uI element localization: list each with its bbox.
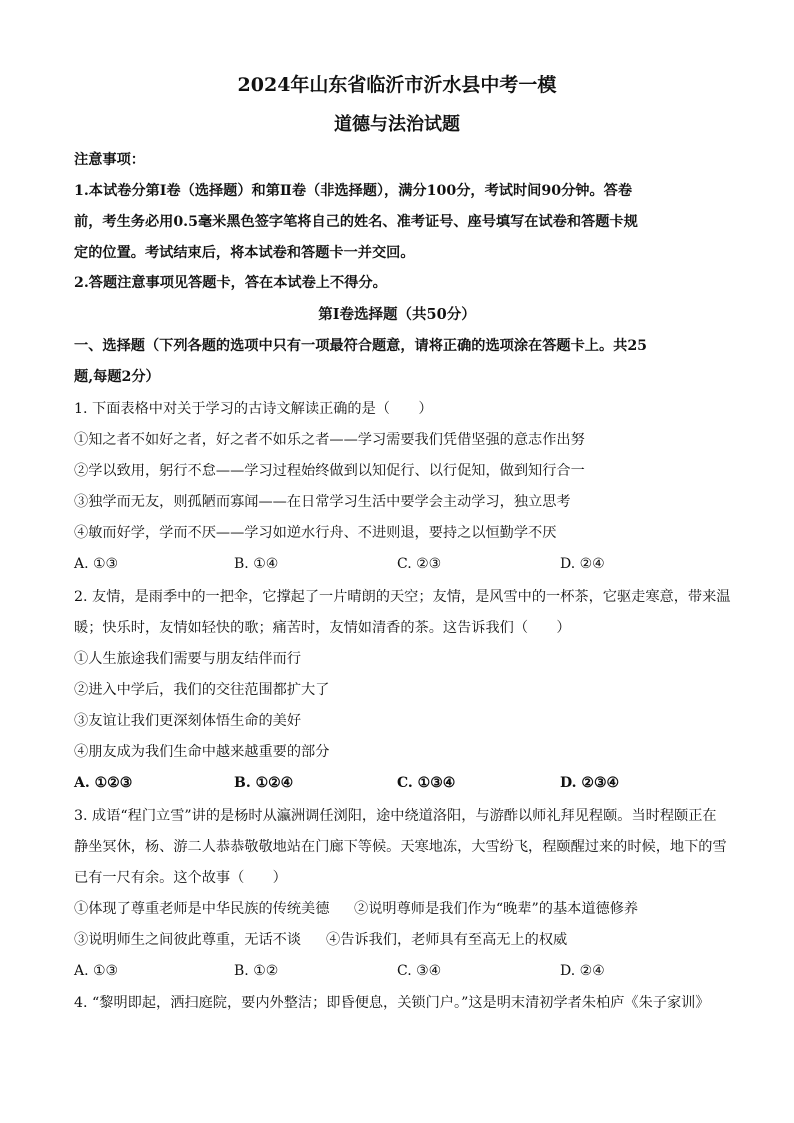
question-1-option-a[interactable]: A. ①③ xyxy=(74,556,119,572)
notice-heading: 注意事项： xyxy=(74,152,145,168)
question-2-statement-4: ④朋友成为我们生命中越来越重要的部分 xyxy=(74,744,330,760)
question-1-option-b[interactable]: B. ①④ xyxy=(234,556,279,572)
question-3-option-c[interactable]: C. ③④ xyxy=(397,963,442,979)
question-3-statements-row-1 xyxy=(74,899,724,919)
notice-item-1-line-2: 前，考生务必用0.5毫米黑色签字笔将自己的姓名、准考证号、座号填写在试卷和答题卡规 xyxy=(74,214,638,230)
question-2-stem-line-1: 2. 友情，是雨季中的一把伞，它撑起了一片晴朗的天空；友情，是风雪中的一杯茶，它驱走寒意，带来温 xyxy=(74,589,731,605)
question-1-statement-3: ③独学而无友，则孤陋而寡闻——在日常学习生活中要学会主动学习，独立思考 xyxy=(74,494,571,510)
question-2-option-a[interactable]: A. ①②③ xyxy=(74,775,133,791)
question-4-stem-line-1: 4. “黎明即起，洒扫庭院，要内外整洁；即昏便息，关锁门户。”这是明末清初学者朱柏庐《朱子家训》 xyxy=(74,995,710,1011)
notice-item-1-line-3: 定的位置。考试结束后，将本试卷和答题卡一并交回。 xyxy=(74,245,415,261)
question-3-options xyxy=(74,961,724,981)
question-2-statement-3: ③友谊让我们更深刻体悟生命的美好 xyxy=(74,713,302,729)
question-1-stem: 1. 下面表格中对关于学习的古诗文解读正确的是（ ） xyxy=(74,401,433,417)
notice-item-2: 2.答题注意事项见答题卡，答在本试卷上不得分。 xyxy=(74,275,387,291)
question-3-stem-line-3: 已有一尺有余。这个故事（ ） xyxy=(74,870,287,886)
section-instruction-line-1: 一、选择题（下列各题的选项中只有一项最符合题意，请将正确的选项涂在答题卡上。共25 xyxy=(74,338,648,354)
section-title: 第Ⅰ卷选择题（共50分） xyxy=(318,306,476,323)
question-1-options xyxy=(74,554,724,574)
page-subtitle: 道德与法治试题 xyxy=(334,114,460,135)
question-2-stem-line-2: 暖；快乐时，友情如轻快的歌；痛苦时，友情如清香的茶。这告诉我们（ ） xyxy=(74,620,571,636)
question-3-stem-line-1: 3. 成语“程门立雪”讲的是杨时从瀛洲调任浏阳，途中绕道洛阳，与游酢以师礼拜见程颐。当时程颐正在 xyxy=(74,808,717,824)
question-3-statement-2: ②说明尊师是我们作为“晚辈”的基本道德修养 xyxy=(354,901,639,917)
question-2-statement-1: ①人生旅途我们需要与朋友结伴而行 xyxy=(74,651,302,667)
question-3-statement-3: ③说明师生之间彼此尊重，无话不谈 xyxy=(74,932,302,948)
question-3-stem-line-2: 静坐冥休，杨、游二人恭恭敬敬地站在门廊下等候。天寒地冻，大雪纷飞，程颐醒过来的时候，地下的雪 xyxy=(74,839,727,855)
question-1-option-c[interactable]: C. ②③ xyxy=(397,556,442,572)
question-1-statement-2: ②学以致用，躬行不怠——学习过程始终做到以知促行、以行促知，做到知行合一 xyxy=(74,463,585,479)
notice-item-1-line-1: 1.本试卷分第Ⅰ卷（选择题）和第Ⅱ卷（非选择题），满分100分，考试时间90分钟。答卷 xyxy=(74,183,633,199)
question-3-statement-4: ④告诉我们，老师具有至高无上的权威 xyxy=(326,932,568,948)
question-2-option-d[interactable]: D. ②③④ xyxy=(560,775,620,791)
question-3-option-b[interactable]: B. ①② xyxy=(234,963,279,979)
question-1-option-d[interactable]: D. ②④ xyxy=(560,556,605,572)
question-1-statement-4: ④敏而好学，学而不厌——学习如逆水行舟、不进则退，要持之以恒勤学不厌 xyxy=(74,525,557,541)
question-3-option-a[interactable]: A. ①③ xyxy=(74,963,119,979)
page-title: 2024年山东省临沂市沂水县中考一模 xyxy=(237,74,557,96)
question-2-option-c[interactable]: C. ①③④ xyxy=(397,775,456,791)
question-3-option-d[interactable]: D. ②④ xyxy=(560,963,605,979)
question-2-options xyxy=(74,773,724,793)
question-3-statement-1: ①体现了尊重老师是中华民族的传统美德 xyxy=(74,901,330,917)
question-2-option-b[interactable]: B. ①②④ xyxy=(234,775,294,791)
section-instruction-line-2: 题,每题2分） xyxy=(74,369,160,385)
question-1-statement-1: ①知之者不如好之者，好之者不如乐之者——学习需要我们凭借坚强的意志作出努 xyxy=(74,432,585,448)
question-3-statements-row-2 xyxy=(74,930,724,950)
question-2-statement-2: ②进入中学后，我们的交往范围都扩大了 xyxy=(74,682,330,698)
